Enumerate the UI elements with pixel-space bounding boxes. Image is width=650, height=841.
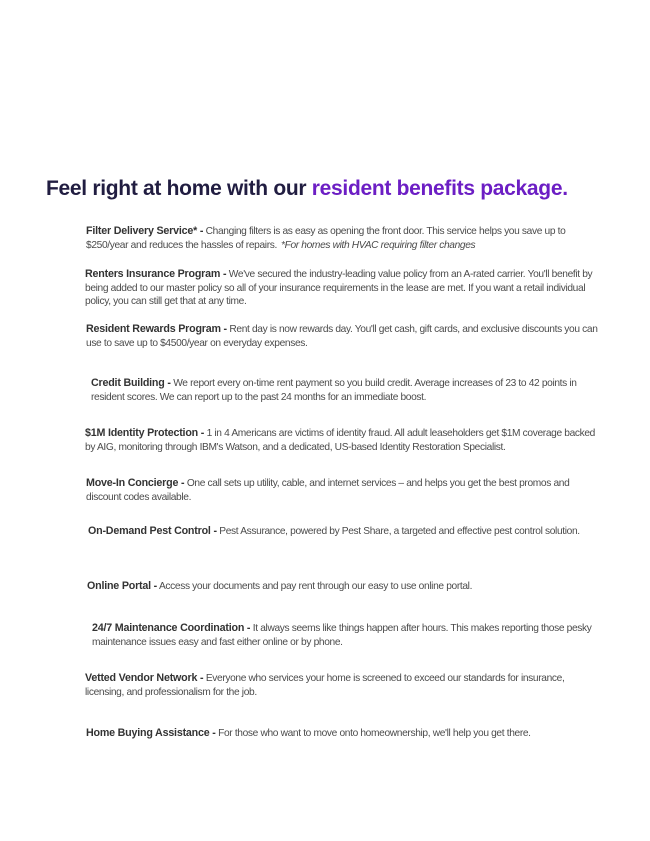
benefit-heading: Move-In Concierge - [86, 477, 185, 489]
benefit-heading: On-Demand Pest Control - [88, 525, 217, 537]
benefit-description: 1 in 4 Americans are victims of identity fraud. All adult leaseholders get $1M coverage backed by AIG, monitoring through IBM's Watson, and a dedicated, US-based Identity Restoration Specialist. [85, 428, 596, 453]
benefit-item [85, 525, 600, 539]
benefit-heading: Resident Rewards Program - [86, 323, 227, 335]
benefit-description: We report every on-time rent payment so you build credit. Average increases of 23 to 42 points in resident scores. We can report up to the past 24 months for an immediate boost. [91, 378, 577, 403]
benefit-description: Access your documents and pay rent through our easy to use online portal. [158, 581, 473, 592]
benefit-footnote: *For homes with HVAC requiring filter changes [280, 239, 476, 251]
benefit-heading: $1M Identity Protection - [85, 427, 205, 439]
benefit-item [85, 477, 598, 504]
benefit-item [85, 672, 597, 699]
benefit-item [85, 580, 599, 594]
benefit-description: One call sets up utility, cable, and internet services – and helps you get the best promos and discount codes available. [86, 478, 570, 503]
benefit-description: Pest Assurance, powered by Pest Share, a targeted and effective pest control solution. [219, 526, 580, 537]
benefit-description: Changing filters is as easy as opening the front door. This service helps you save up to $250/year and reduces the hassles of repairs. [86, 226, 566, 251]
benefit-heading: 24/7 Maintenance Coordination - [92, 622, 251, 634]
benefit-item [85, 377, 603, 404]
benefit-description: For those who want to move onto homeownership, we'll help you get there. [218, 728, 531, 739]
benefit-item [85, 323, 598, 350]
benefit-item [85, 727, 598, 741]
benefit-heading: Renters Insurance Program - [85, 268, 227, 280]
benefit-description: Rent day is now rewards day. You'll get cash, gift cards, and exclusive discounts you can use to save up to $4500/year on everyday expenses. [86, 324, 598, 349]
page-title [46, 176, 568, 202]
title-highlight: resident benefits package. [311, 177, 568, 200]
benefit-item [85, 225, 598, 252]
benefit-heading: Filter Delivery Service* - [86, 225, 204, 237]
benefit-description: It always seems like things happen after hours. This makes reporting those pesky maintenance issues easy and fast either online or by phone. [92, 623, 592, 648]
title-prefix: Feel right at home with our [46, 177, 312, 200]
benefit-heading: Credit Building - [91, 377, 171, 389]
benefit-description: Everyone who services your home is screened to exceed our standards for insurance, licensing, and professionalism for the job. [85, 673, 565, 698]
benefit-heading: Home Buying Assistance - [86, 727, 216, 739]
benefit-heading: Vetted Vendor Network - [85, 672, 204, 684]
benefit-item [85, 622, 604, 649]
benefit-item [85, 427, 597, 454]
benefit-item [85, 268, 597, 309]
benefit-heading: Online Portal - [87, 580, 158, 592]
benefit-description: We've secured the industry-leading value policy from an A-rated carrier. You'll benefit by being added to our master policy so all of your insurance requirements in the lease are met. If you want a retail individual policy, you can still get that at any time. [85, 269, 593, 307]
